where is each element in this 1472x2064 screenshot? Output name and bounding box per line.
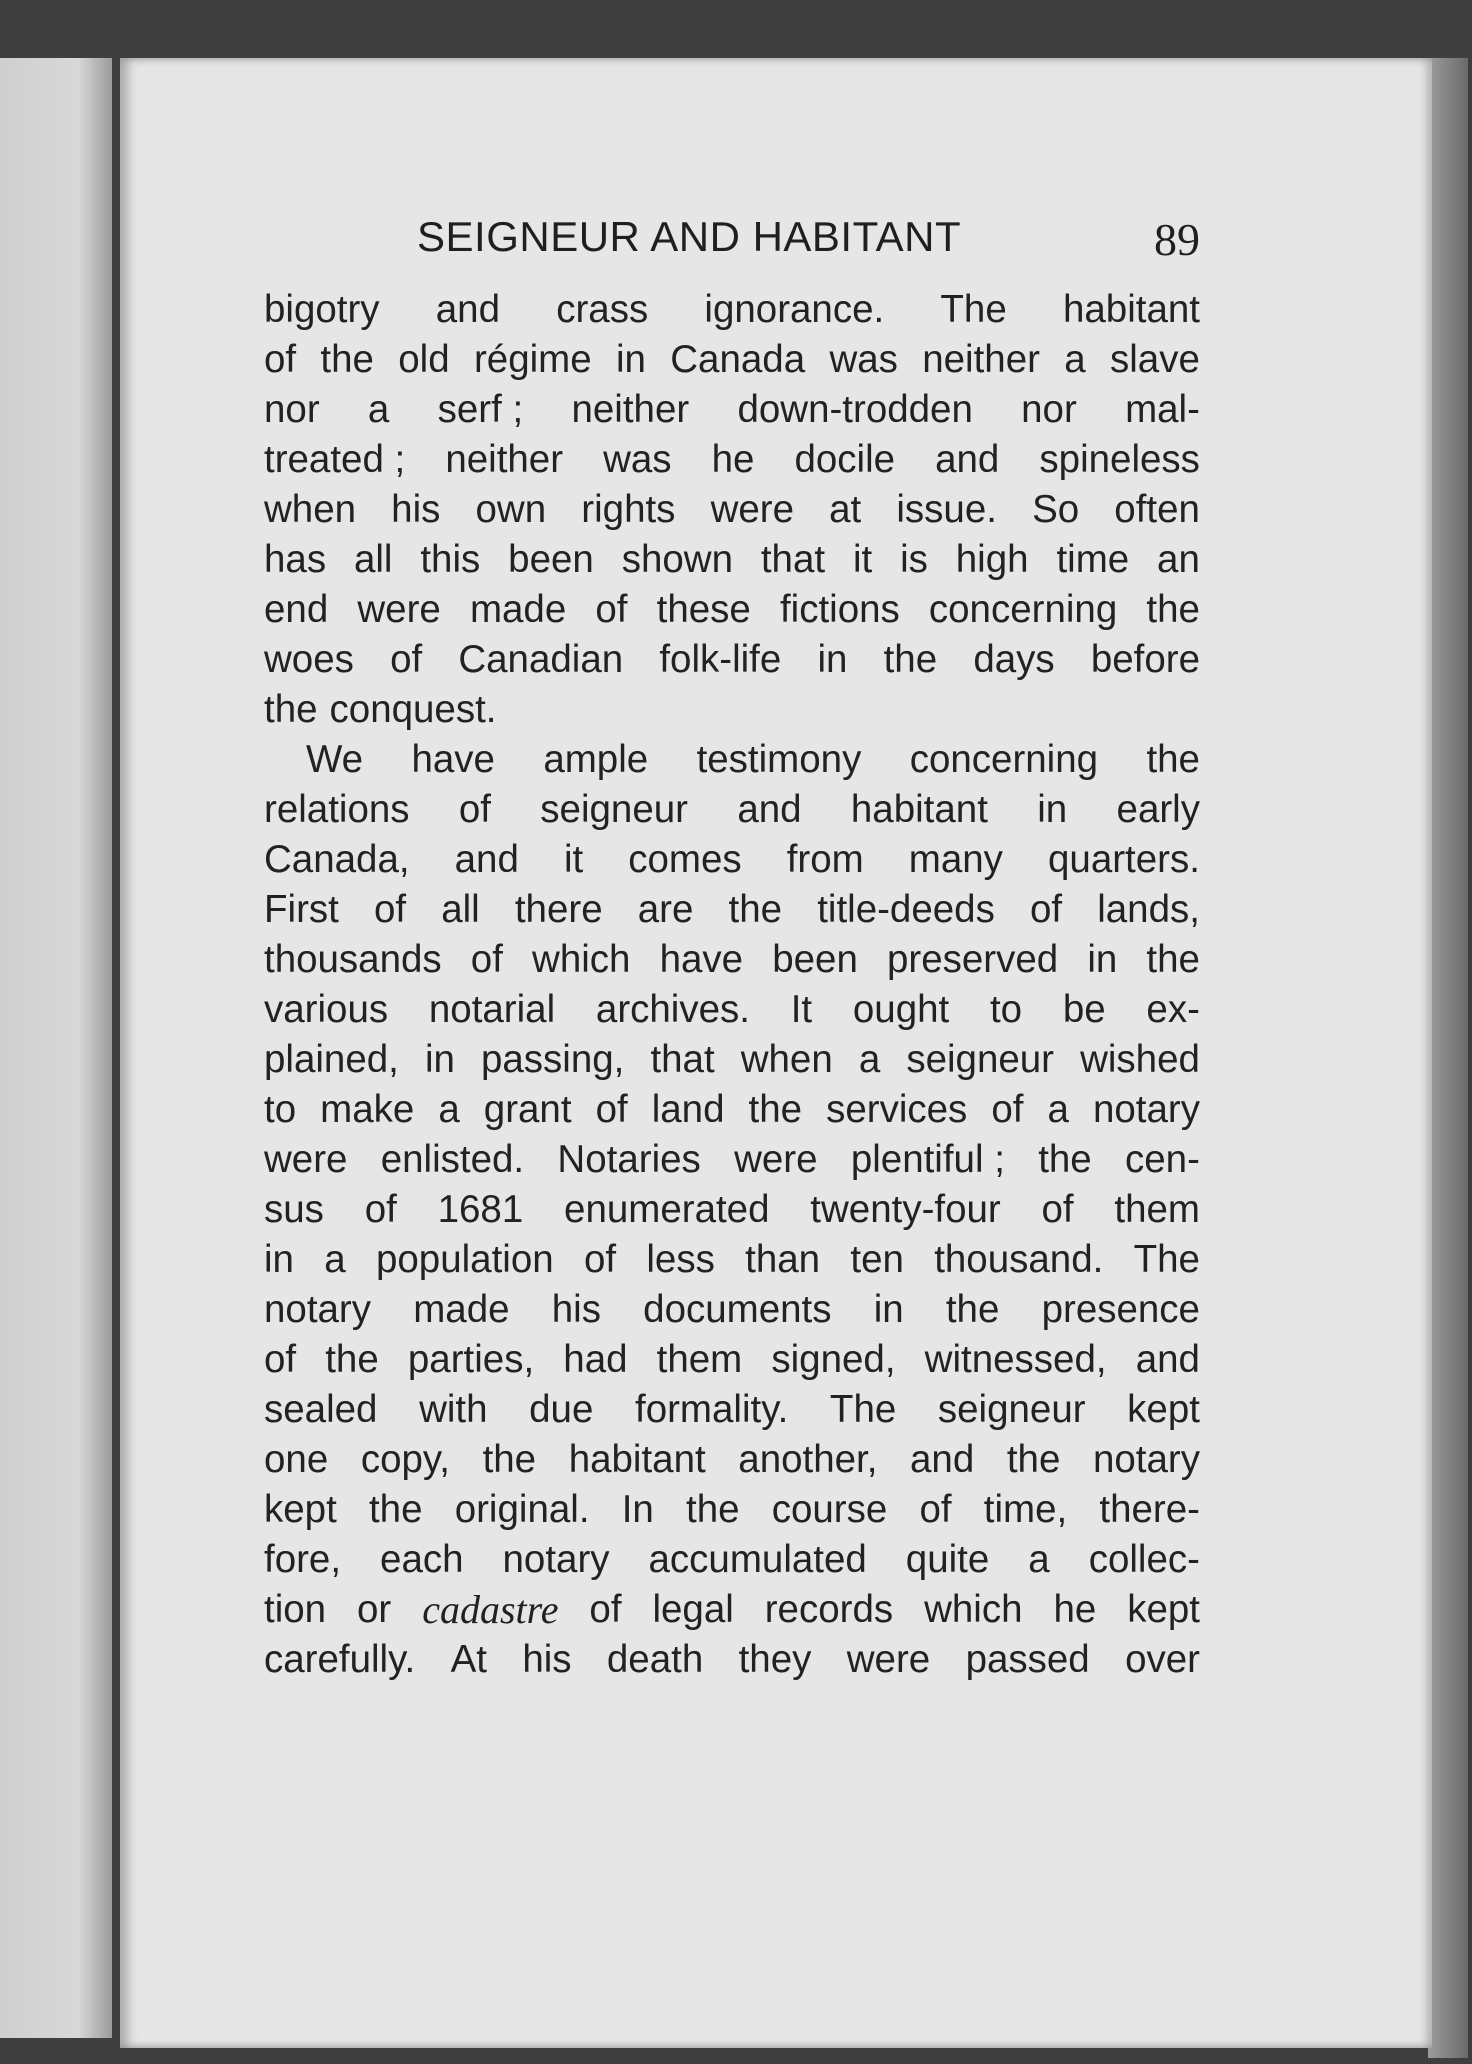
text-line xyxy=(264,785,1200,835)
word: down-trodden xyxy=(737,388,973,431)
word: population xyxy=(375,1238,554,1281)
word: sus xyxy=(264,1188,324,1231)
text-line xyxy=(264,1385,1200,1435)
word: fictions xyxy=(779,588,900,631)
word: enumerated xyxy=(564,1188,770,1231)
word: of xyxy=(458,788,491,831)
text-line xyxy=(264,435,1200,485)
text-line xyxy=(264,485,1200,535)
word: he xyxy=(1053,1588,1097,1631)
word: his xyxy=(391,488,441,531)
word: The xyxy=(829,1388,897,1431)
word: ignorance. xyxy=(704,288,885,331)
word: ex- xyxy=(1146,988,1200,1031)
word: of xyxy=(364,1188,397,1231)
word: the xyxy=(748,1088,803,1131)
text-line xyxy=(264,635,1200,685)
word: crass xyxy=(556,288,649,331)
word: a xyxy=(858,1038,881,1081)
word: the xyxy=(945,1288,1000,1331)
word: of xyxy=(470,938,503,981)
word: enlisted. xyxy=(380,1138,525,1181)
word: that xyxy=(760,538,826,581)
word: quite xyxy=(905,1538,990,1581)
word: wished xyxy=(1080,1038,1200,1081)
word: at xyxy=(829,488,862,531)
word: the xyxy=(482,1438,537,1481)
word: a xyxy=(438,1088,460,1131)
word: many xyxy=(908,838,1003,881)
word: of xyxy=(991,1088,1024,1131)
word: the xyxy=(1146,588,1200,631)
word: and xyxy=(435,288,501,331)
word: spineless xyxy=(1039,438,1200,481)
word: which xyxy=(532,938,631,981)
word: have xyxy=(659,938,744,981)
text-line xyxy=(264,835,1200,885)
word: tion xyxy=(264,1588,327,1631)
word: slave xyxy=(1109,338,1200,381)
word: witnessed, xyxy=(924,1338,1107,1381)
word: nor xyxy=(264,388,320,431)
word: with xyxy=(419,1388,488,1431)
word: habitant xyxy=(850,788,988,831)
text-line xyxy=(264,1035,1200,1085)
word: accumulated xyxy=(648,1538,867,1581)
text-line xyxy=(264,1535,1200,1585)
text-line xyxy=(264,1585,1200,1635)
word: course xyxy=(771,1488,888,1531)
word: notary xyxy=(1092,1088,1200,1131)
word: often xyxy=(1114,488,1200,531)
word: concerning xyxy=(928,588,1118,631)
word: there- xyxy=(1099,1488,1200,1531)
word: The xyxy=(940,288,1007,331)
word: early xyxy=(1116,788,1200,831)
word: they xyxy=(738,1638,812,1681)
page-number: 89 xyxy=(1154,214,1200,265)
word: in xyxy=(817,638,848,681)
word: all xyxy=(441,888,480,931)
page-header xyxy=(262,205,1200,265)
word: First xyxy=(264,888,339,931)
word: than xyxy=(745,1238,821,1281)
word: of xyxy=(595,1088,628,1131)
word: comes xyxy=(628,838,742,881)
word: less xyxy=(646,1238,715,1281)
text-line xyxy=(264,1235,1200,1285)
word: death xyxy=(606,1638,704,1681)
word: mal- xyxy=(1125,388,1200,431)
word: were xyxy=(734,1138,818,1181)
word: archives. xyxy=(595,988,750,1031)
word: woes xyxy=(264,638,354,681)
word: he xyxy=(711,438,755,481)
word: be xyxy=(1062,988,1106,1031)
word: concerning xyxy=(909,738,1099,781)
word: his xyxy=(522,1638,572,1681)
facing-page-edge xyxy=(0,58,112,2038)
word: these xyxy=(656,588,751,631)
word: twenty-four xyxy=(810,1188,1001,1231)
word: in xyxy=(424,1038,455,1081)
word: a xyxy=(1064,338,1086,381)
word: were xyxy=(357,588,441,631)
word: treated ; xyxy=(264,438,406,481)
word: So xyxy=(1032,488,1080,531)
text-line xyxy=(264,935,1200,985)
word: habitant xyxy=(568,1438,706,1481)
word: were xyxy=(710,488,795,531)
word: thousand. xyxy=(934,1238,1104,1281)
word: a xyxy=(1047,1088,1069,1131)
word: the xyxy=(686,1488,740,1531)
word: ten xyxy=(850,1238,904,1281)
page-edge-right xyxy=(1428,58,1468,2058)
word: the xyxy=(1006,1438,1061,1481)
word: them xyxy=(656,1338,743,1381)
word: Canada, xyxy=(264,838,410,881)
word: neither xyxy=(922,338,1040,381)
word: testimony xyxy=(696,738,862,781)
word: the xyxy=(1146,738,1200,781)
word: collec- xyxy=(1088,1538,1200,1581)
word: various xyxy=(264,988,389,1031)
text-line xyxy=(264,1435,1200,1485)
word: In xyxy=(621,1488,654,1531)
word: legal xyxy=(652,1588,734,1631)
word: plained, xyxy=(264,1038,399,1081)
word: it xyxy=(563,838,584,881)
word: lands, xyxy=(1097,888,1200,931)
word: nor xyxy=(1021,388,1077,431)
word: The xyxy=(1133,1238,1200,1281)
word: in xyxy=(873,1288,904,1331)
text-line xyxy=(264,985,1200,1035)
text-line xyxy=(264,385,1200,435)
text-line xyxy=(264,1285,1200,1335)
word: from xyxy=(786,838,864,881)
word: old xyxy=(398,338,450,381)
word: grant xyxy=(483,1088,572,1131)
word: that xyxy=(650,1038,715,1081)
word: time xyxy=(1056,538,1130,581)
word: of xyxy=(390,638,423,681)
word: records xyxy=(764,1588,894,1631)
word: kept xyxy=(1127,1388,1200,1431)
word: of xyxy=(595,588,628,631)
word: We xyxy=(306,738,364,781)
word: the xyxy=(883,638,938,681)
word: time, xyxy=(983,1488,1068,1531)
word: was xyxy=(603,438,672,481)
word: the xyxy=(320,338,374,381)
word: of xyxy=(589,1588,622,1631)
word: it xyxy=(852,538,873,581)
word: ample xyxy=(543,738,649,781)
text-line xyxy=(264,735,1200,785)
word: parties, xyxy=(407,1338,535,1381)
word: the xyxy=(728,888,783,931)
word: kept xyxy=(1127,1588,1200,1631)
word: been xyxy=(508,538,594,581)
word: preserved xyxy=(887,938,1059,981)
word: notary xyxy=(502,1538,610,1581)
word: kept xyxy=(264,1488,337,1531)
word: when xyxy=(264,488,357,531)
text-line xyxy=(264,1485,1200,1535)
word: have xyxy=(411,738,495,781)
word: bigotry xyxy=(264,288,380,331)
word: neither xyxy=(571,388,690,431)
word: in xyxy=(264,1238,294,1281)
word: docile xyxy=(794,438,896,481)
text-line xyxy=(264,285,1200,335)
word: of xyxy=(583,1238,617,1281)
word: notary xyxy=(1092,1438,1200,1481)
word: of xyxy=(1041,1188,1074,1231)
word: neither xyxy=(445,438,564,481)
word: was xyxy=(829,338,898,381)
word: 1681 xyxy=(437,1188,524,1231)
word: in xyxy=(615,338,646,381)
word: is xyxy=(900,538,928,581)
word: passed xyxy=(965,1638,1090,1681)
word: land xyxy=(651,1088,725,1131)
text-line xyxy=(264,335,1200,385)
word: habitant xyxy=(1062,288,1200,331)
word: documents xyxy=(643,1288,832,1331)
word: presence xyxy=(1041,1288,1200,1331)
word: seigneur xyxy=(937,1388,1086,1431)
word: signed, xyxy=(771,1338,896,1381)
word: each xyxy=(380,1538,464,1581)
word: in xyxy=(1087,938,1118,981)
word: were xyxy=(846,1638,931,1681)
text-line xyxy=(264,585,1200,635)
word: quarters. xyxy=(1048,838,1200,881)
text-line xyxy=(264,1335,1200,1385)
word: another, xyxy=(738,1438,878,1481)
word: of xyxy=(264,338,297,381)
word: sealed xyxy=(264,1388,378,1431)
word: the xyxy=(368,1488,423,1531)
word: formality. xyxy=(635,1388,789,1431)
word: over xyxy=(1125,1638,1200,1681)
word: relations xyxy=(264,788,410,831)
word: cadastre xyxy=(422,1587,559,1632)
word: thousands xyxy=(264,938,442,981)
word: and xyxy=(935,438,1000,481)
word: issue. xyxy=(896,488,997,531)
word: all xyxy=(353,538,393,581)
word: carefully. xyxy=(264,1638,416,1681)
word: shown xyxy=(621,538,733,581)
word: cen- xyxy=(1125,1138,1200,1181)
word: this xyxy=(420,538,481,581)
word: made xyxy=(413,1288,510,1331)
text-line xyxy=(264,885,1200,935)
word: fore, xyxy=(264,1538,342,1581)
word: serf ; xyxy=(437,388,524,431)
body-text xyxy=(264,285,1200,1685)
word: and xyxy=(737,788,802,831)
word: and xyxy=(454,838,519,881)
word: days xyxy=(973,638,1055,681)
word: the xyxy=(325,1338,379,1381)
word: It xyxy=(790,988,813,1031)
word: the xyxy=(264,688,318,731)
word: folk-life xyxy=(659,638,782,681)
word: a xyxy=(324,1238,346,1281)
word: of xyxy=(373,888,407,931)
text-line xyxy=(264,1135,1200,1185)
word: due xyxy=(529,1388,594,1431)
word: them xyxy=(1114,1188,1200,1231)
word: title-deeds xyxy=(817,888,995,931)
text-line xyxy=(264,1635,1200,1685)
word: make xyxy=(320,1088,415,1131)
word: were xyxy=(264,1138,348,1181)
word: plentiful ; xyxy=(850,1138,1005,1181)
word: rights xyxy=(581,488,676,531)
word: a xyxy=(1028,1538,1050,1581)
word: or xyxy=(357,1588,392,1631)
word: seigneur xyxy=(540,788,688,831)
text-line xyxy=(264,685,1200,735)
word: when xyxy=(740,1038,833,1081)
word: are xyxy=(637,888,694,931)
word: end xyxy=(264,588,329,631)
word: own xyxy=(475,488,547,531)
word: had xyxy=(563,1338,628,1381)
word: original. xyxy=(454,1488,590,1531)
word: his xyxy=(551,1288,601,1331)
word: copy, xyxy=(360,1438,450,1481)
word: of xyxy=(919,1488,952,1531)
word: Canadian xyxy=(458,638,624,681)
word: to xyxy=(264,1088,297,1131)
word: before xyxy=(1090,638,1200,681)
word: and xyxy=(1135,1338,1200,1381)
word: seigneur xyxy=(906,1038,1054,1081)
word: which xyxy=(924,1588,1023,1631)
word: conquest. xyxy=(329,688,497,731)
word: At xyxy=(450,1638,487,1681)
word: notary xyxy=(264,1288,372,1331)
text-line xyxy=(264,535,1200,585)
running-head: SEIGNEUR AND HABITANT xyxy=(417,213,962,260)
text-line xyxy=(264,1185,1200,1235)
word: high xyxy=(955,538,1029,581)
word: in xyxy=(1037,788,1068,831)
word: been xyxy=(772,938,858,981)
word: ought xyxy=(852,988,950,1031)
word: one xyxy=(264,1438,329,1481)
word: the xyxy=(1038,1138,1092,1181)
word: a xyxy=(367,388,390,431)
word: Notaries xyxy=(557,1138,701,1181)
word: of xyxy=(264,1338,297,1381)
word: régime xyxy=(473,338,592,381)
word: the xyxy=(1146,938,1200,981)
word: an xyxy=(1157,538,1200,581)
word: has xyxy=(264,538,327,581)
word: made xyxy=(469,588,567,631)
word: of xyxy=(1029,888,1063,931)
word: services xyxy=(826,1088,968,1131)
word: and xyxy=(910,1438,975,1481)
text-line xyxy=(264,1085,1200,1135)
word: to xyxy=(989,988,1023,1031)
word: notarial xyxy=(428,988,556,1031)
word: there xyxy=(514,888,603,931)
word: Canada xyxy=(670,338,806,381)
word: passing, xyxy=(480,1038,625,1081)
